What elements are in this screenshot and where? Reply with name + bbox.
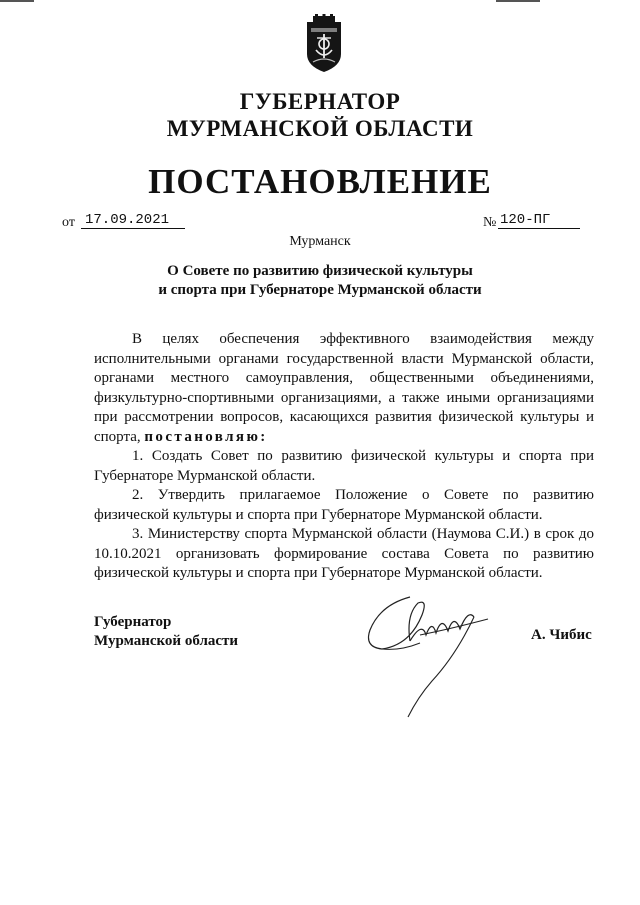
position-line-2: Мурманской области [94,633,239,649]
signatory-name: А. Чибис [531,627,592,643]
city: Мурманск [289,234,351,249]
position-line-1: Губернатор [94,614,172,630]
document-type: ПОСТАНОВЛЕНИЕ [148,162,492,201]
document-subject [0,262,640,300]
intro-text: В целях обеспечения эффективного взаимодействия между исполнительными органами государственной власти Мурманской области, органами местного самоуправления, общественными объединениями, физкультурно-спортивными организациями, а также иными организациями при рассмотрении вопросов, касающихся развития физической культуры и спорта, [94,331,594,445]
number-prefix: № [483,215,497,230]
item-3: 3. Министерству спорта Мурманской области (Наумова С.И.) в срок до 10.10.2021 организовать формирование состава Совета по развитию физической культуры и спорта при Губернаторе Мурманской области. [94,526,594,581]
resolve-word: постановляю: [144,428,268,445]
subject-line-2: и спорта при Губернаторе Мурманской области [158,282,482,298]
date-prefix: от [62,215,75,230]
item-2: 2. Утвердить прилагаемое Положение о Совете по развитию физической культуры и спорта при Губернаторе Мурманской области. [94,487,594,523]
handwritten-signature-icon [360,585,510,720]
signatory-position [94,613,238,651]
intro-paragraph [94,330,594,447]
coat-of-arms-icon [305,14,343,74]
document-date: 17.09.2021 [81,212,185,229]
issuer-region: МУРМАНСКОЙ ОБЛАСТИ [166,116,474,141]
scan-mark-left [0,0,34,2]
issuer-title: ГУБЕРНАТОР [239,89,401,114]
scan-mark-right [496,0,540,2]
subject-line-1: О Совете по развитию физической культуры [167,263,473,279]
item-1: 1. Создать Совет по развитию физической культуры и спорта при Губернаторе Мурманской области. [94,448,594,484]
document-number: 120-ПГ [498,212,580,229]
document-body [94,330,594,584]
